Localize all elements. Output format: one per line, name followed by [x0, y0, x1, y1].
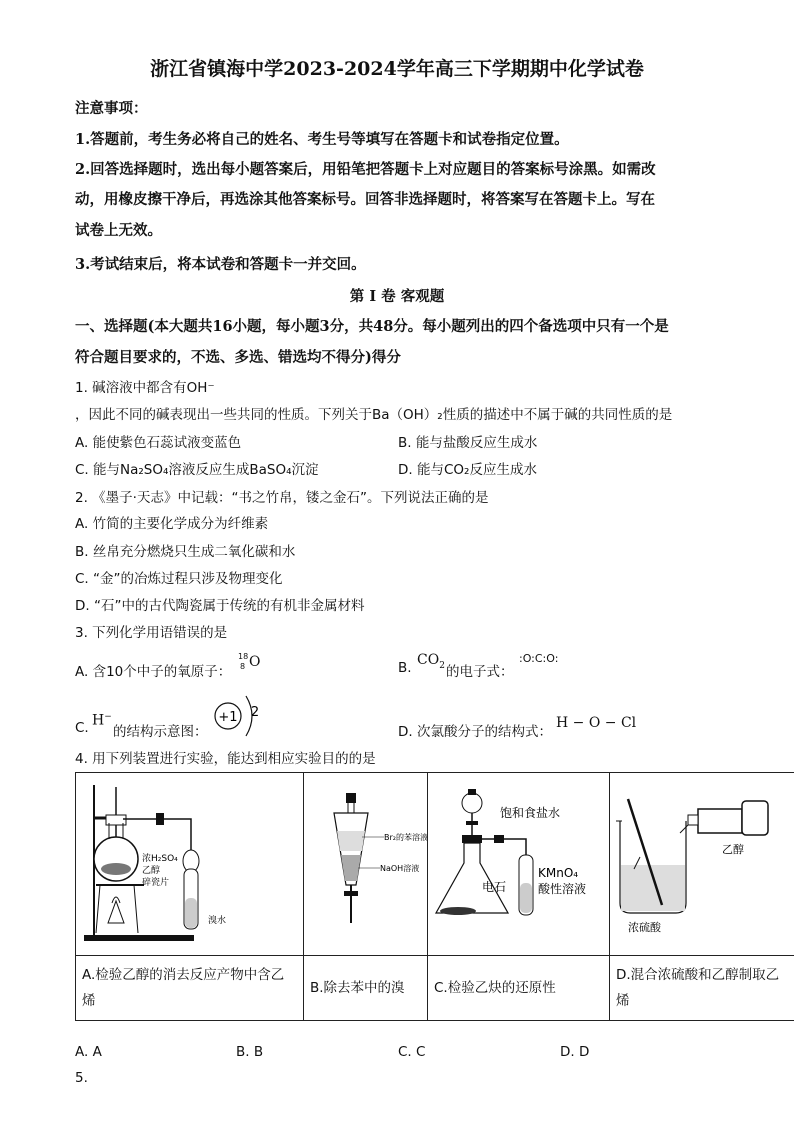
hclo-structural-formula: H − O − Cl	[556, 715, 637, 731]
oxygen-isotope-notation	[238, 652, 262, 674]
naoh-solution-label: NaOH溶液	[380, 864, 420, 873]
apparatus-table	[75, 772, 794, 1021]
caption-a: A.检验乙醇的消去反应产物中含乙烯	[76, 956, 304, 1021]
shell-electrons: 2	[250, 705, 260, 720]
caption-d: D.混合浓硫酸和乙醇制取乙烯	[610, 956, 794, 1021]
section-heading-line-1: 一、选择题(本大题共16小题，每小题3分，共48分。每小题列出的四个备选项中只有一个是	[75, 318, 669, 335]
kmno4-label: KMnO₄	[538, 866, 579, 880]
mixing-acid-ethanol-apparatus	[610, 773, 794, 951]
notice-heading: 注意事项：	[75, 100, 148, 117]
bromine-benzene-label: Br₂的苯溶液	[384, 833, 427, 842]
page-title: 浙江省镇海中学2023-2024学年高三下学期期中化学试卷	[150, 58, 644, 80]
q3-option-c-prefix: C.	[75, 720, 89, 736]
ethanol-elimination-apparatus	[76, 773, 303, 951]
q3-stem: 3. 下列化学用语错误的是	[75, 625, 228, 641]
co2-subscript: 2	[439, 660, 445, 671]
conc-sulfuric-acid-beaker-label: 浓硫酸	[628, 921, 661, 934]
part-title: 第 I 卷 客观题	[349, 288, 445, 305]
q4-answer-c: C. C	[398, 1044, 426, 1060]
ethanol-label: 乙醇	[142, 866, 161, 876]
acetylene-apparatus	[428, 773, 609, 951]
nucleus-charge: +1	[218, 710, 238, 725]
q3-option-a	[75, 660, 231, 680]
q1-option-c: C. 能与Na₂SO₄溶液反应生成BaSO₄沉淀	[75, 462, 319, 478]
q1-option-a: A. 能使紫色石蕊试液变蓝色	[75, 435, 242, 451]
notice-item-2-line-1: 2.回答选择题时，选出每小题答案后，用铅笔把答题卡上对应题目的答案标号涂黑。如需改	[75, 161, 656, 178]
q3-option-c-text: 的结构示意图：	[113, 724, 208, 740]
co2-electron-formula: :O:C:O:	[519, 652, 559, 665]
element-symbol: O	[249, 654, 261, 670]
caption-c: C.检验乙炔的还原性	[428, 956, 610, 1021]
co2-formula-text: CO	[417, 652, 440, 668]
q2-option-c: C. “金”的冶炼过程只涉及物理变化	[75, 571, 283, 587]
calcium-carbide-label: 电石	[482, 880, 507, 894]
bromine-water-label: 溴水	[208, 916, 227, 926]
q2-stem: 2. 《墨子·天志》中记载：“书之竹帛，镂之金石”。下列说法正确的是	[75, 490, 489, 506]
q1-option-b: B. 能与盐酸反应生成水	[398, 435, 538, 451]
mass-number: 18	[238, 652, 249, 661]
q5-number: 5.	[75, 1070, 88, 1086]
q1-option-d: D. 能与CO₂反应生成水	[398, 462, 537, 478]
q1-stem-line-1: 1. 碱溶液中都含有OH⁻	[75, 380, 215, 396]
acidic-solution-label: 酸性溶液	[538, 882, 587, 896]
q4-answer-d: D. D	[560, 1044, 590, 1060]
q3-option-a-text: A. 含10个中子的氧原子：	[75, 664, 232, 680]
q3-option-b-text: 的电子式：	[446, 664, 514, 680]
apparatus-figure-row	[76, 773, 794, 956]
q4-stem: 4. 用下列装置进行实验，能达到相应实验目的的是	[75, 751, 376, 767]
q2-option-a: A. 竹简的主要化学成分为纤维素	[75, 516, 269, 532]
apparatus-caption-row	[76, 956, 794, 1021]
notice-item-2-line-3: 试卷上无效。	[75, 222, 162, 239]
hydride-symbol: H	[92, 712, 105, 729]
q4-answer-a: A. A	[75, 1044, 102, 1060]
figure-b-cell	[304, 773, 428, 956]
q4-answer-b: B. B	[236, 1044, 264, 1060]
hydride-charge: −	[104, 712, 112, 722]
section-heading-line-2: 符合题目要求的，不选、多选、错选均不得分)得分	[75, 349, 401, 366]
q1-stem-line-2: ，因此不同的碱表现出一些共同的性质。下列关于Ba（OH）₂性质的描述中不属于碱的共同性质的是	[75, 407, 673, 423]
separatory-funnel-apparatus	[304, 773, 427, 951]
ethanol-bottle-label: 乙醇	[722, 843, 744, 856]
figure-d-cell	[610, 773, 794, 956]
q3-option-b	[398, 660, 412, 676]
caption-b: B.除去苯中的溴	[304, 956, 428, 1021]
atomic-number: 8	[240, 662, 246, 671]
notice-item-2-line-2: 动，用橡皮擦干净后，再选涂其他答案标号。回答非选择题时，将答案写在答题卡上。写在	[75, 191, 655, 208]
q2-option-b: B. 丝帛充分燃烧只生成二氧化碳和水	[75, 544, 296, 560]
conc-sulfuric-acid-label: 浓H₂SO₄	[142, 854, 178, 864]
figure-a-cell	[76, 773, 304, 956]
hydride-formula	[92, 712, 112, 729]
porcelain-chips-label: 碎瓷片	[142, 878, 170, 888]
figure-c-cell	[428, 773, 610, 956]
q2-option-d: D. “石”中的古代陶瓷属于传统的有机非金属材料	[75, 598, 365, 614]
notice-item-3: 3.考试结束后，将本试卷和答题卡一并交回。	[75, 256, 366, 273]
co2-formula	[417, 652, 445, 671]
atom-structure-diagram	[208, 690, 268, 742]
saturated-brine-label: 饱和食盐水	[500, 806, 561, 820]
q3-option-b-prefix: B.	[398, 660, 412, 676]
q3-option-d-text: D. 次氯酸分子的结构式：	[398, 724, 552, 740]
notice-item-1: 1.答题前，考生务必将自己的姓名、考生号等填写在答题卡和试卷指定位置。	[75, 131, 569, 148]
